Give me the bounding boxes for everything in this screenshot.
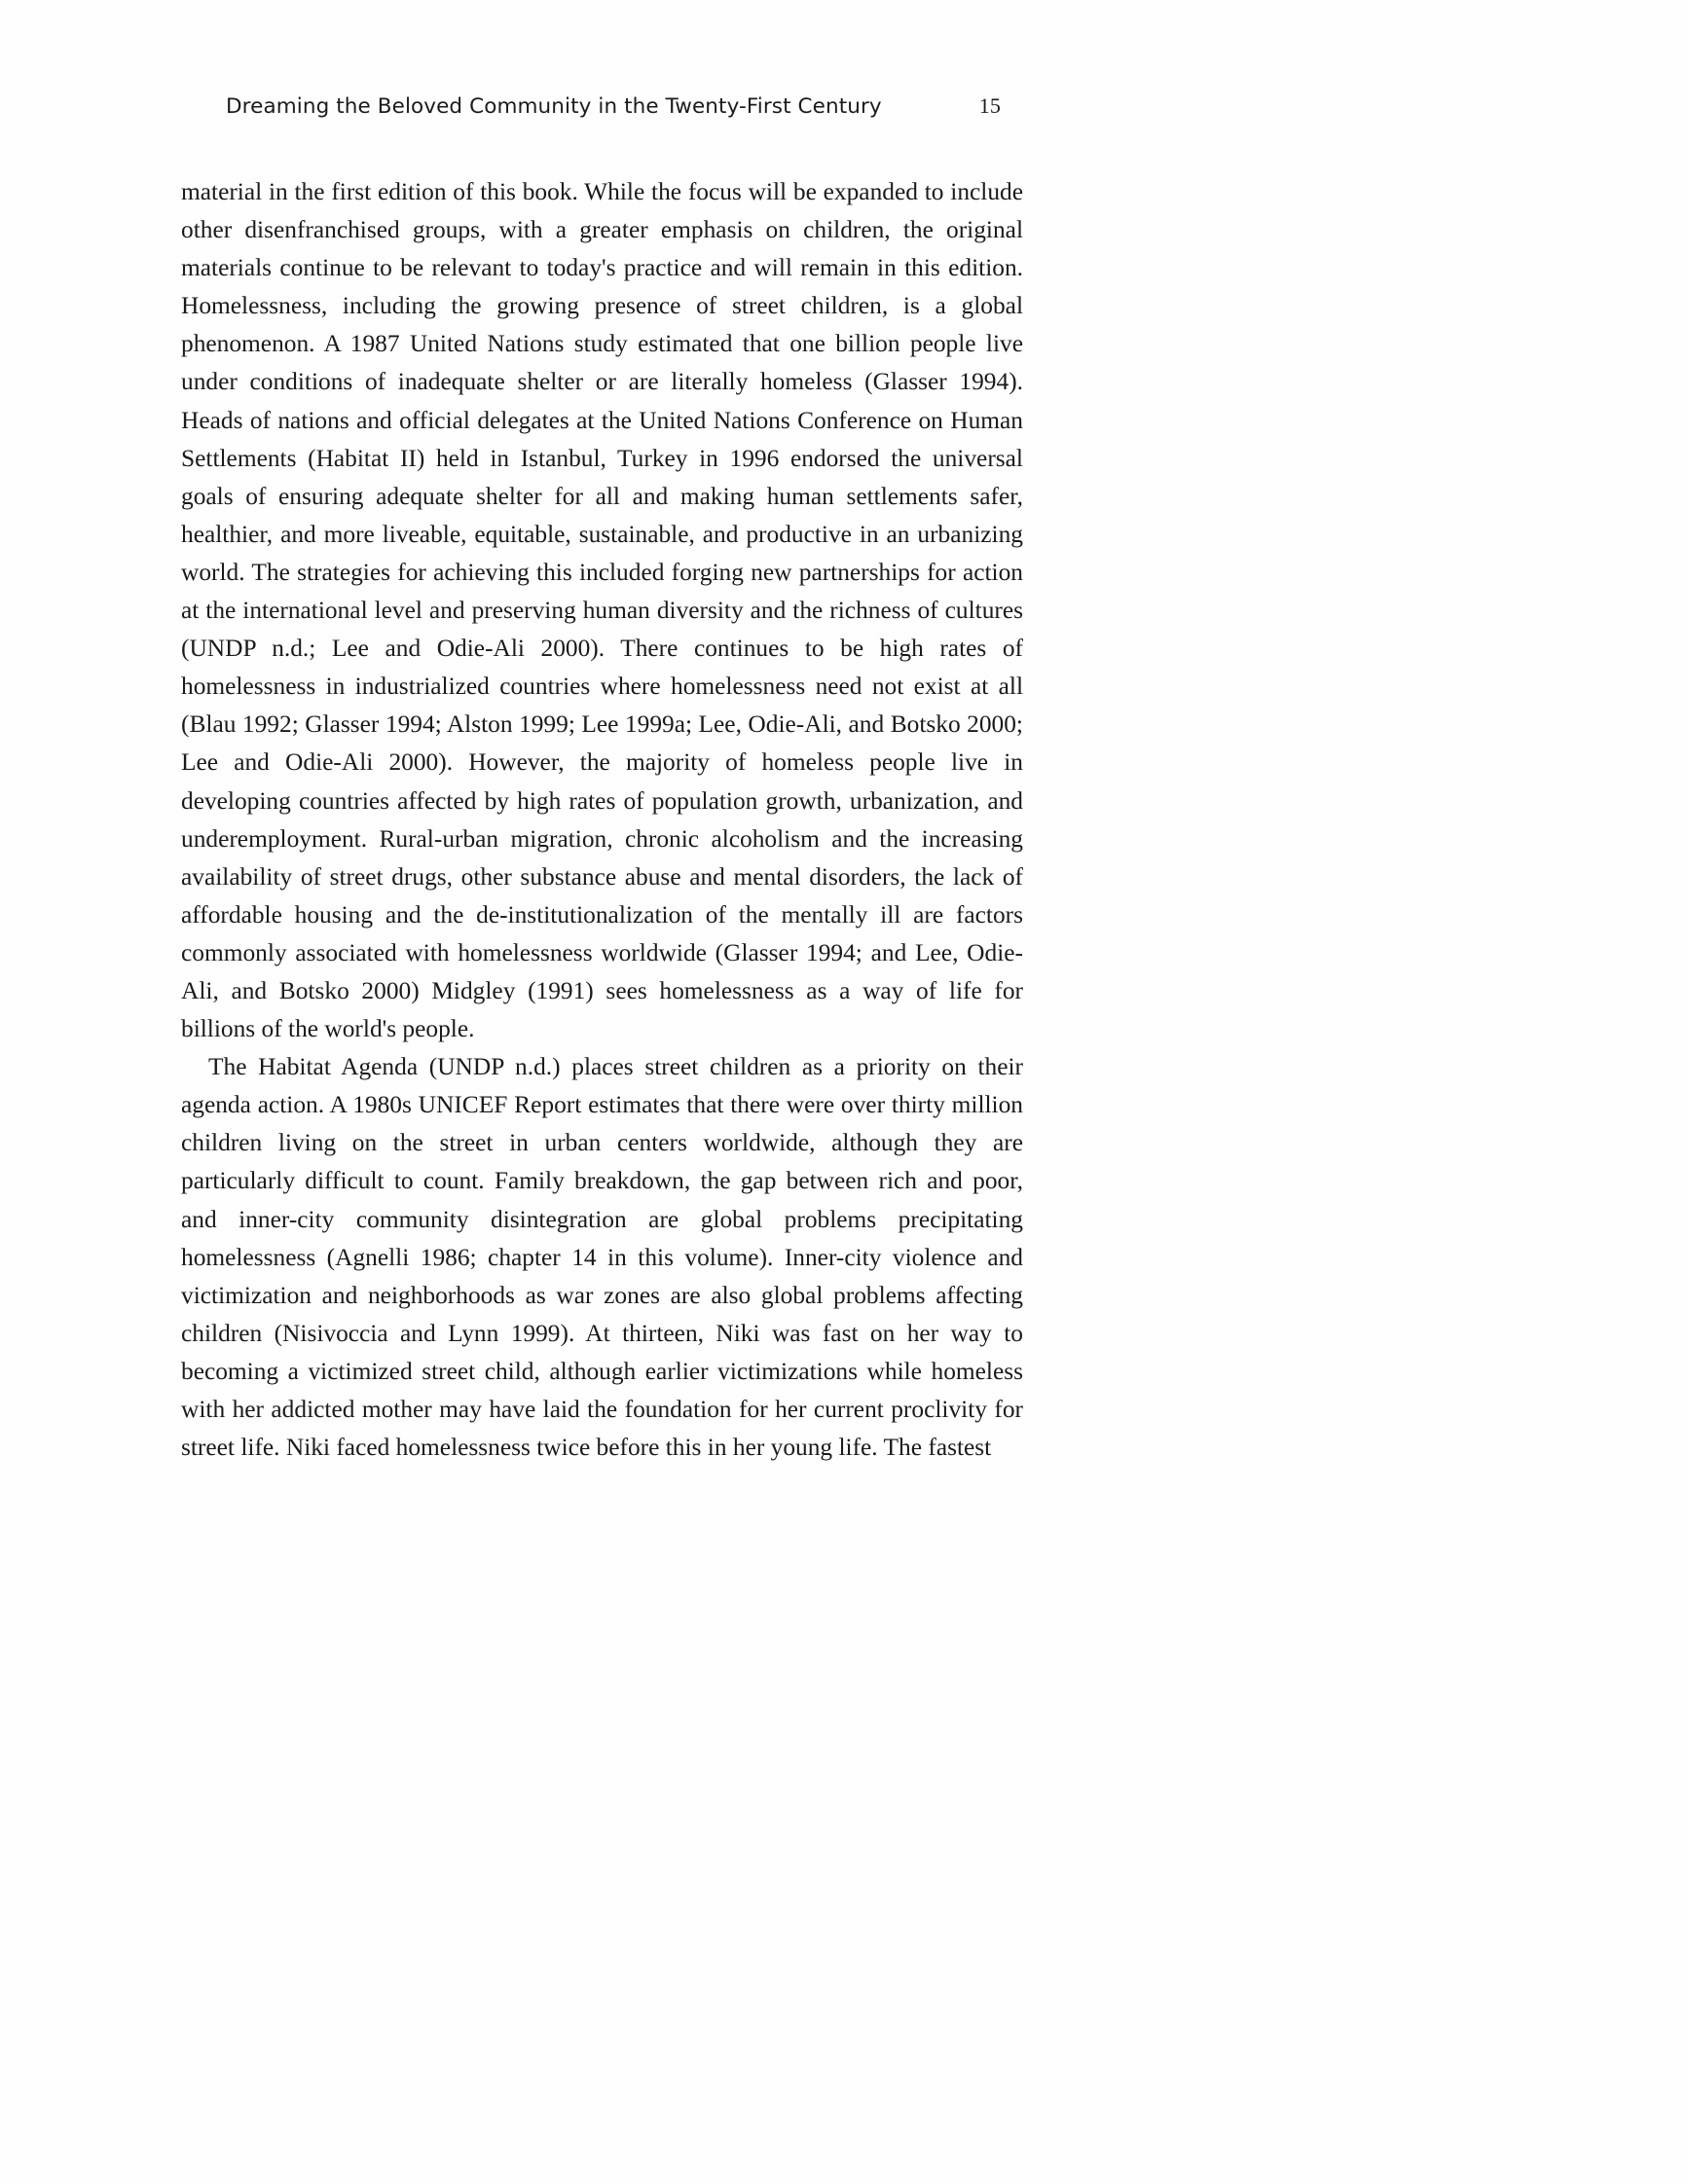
body-text-column	[181, 173, 1023, 1467]
body-paragraph: material in the first edition of this book. While the focus will be expanded to include other disenfranchised groups, with a greater emphasis on children, the original materials continue to be relevant to today's practice and will remain in this edition. Homelessness, including the growing presence of street children, is a global phenomenon. A 1987 United Nations study estimated that one billion people live under conditions of inadequate shelter or are literally homeless (Glasser 1994). Heads of nations and official delegates at the United Nations Conference on Human Settlements (Habitat II) held in Istanbul, Turkey in 1996 endorsed the universal goals of ensuring adequate shelter for all and making human settlements safer, healthier, and more liveable, equitable, sustainable, and productive in an urbanizing world. The strategies for achieving this included forging new partnerships for action at the international level and preserving human diversity and the richness of cultures (UNDP n.d.; Lee and Odie-Ali 2000). There continues to be high rates of homelessness in industrialized countries where homelessness need not exist at all (Blau 1992; Glasser 1994; Alston 1999; Lee 1999a; Lee, Odie-Ali, and Botsko 2000; Lee and Odie-Ali 2000). However, the majority of homeless people live in developing countries affected by high rates of population growth, urbanization, and underemployment. Rural-urban migration, chronic alcoholism and the increasing availability of street drugs, other substance abuse and mental disorders, the lack of affordable housing and the de-institutionalization of the mentally ill are factors commonly associated with homelessness worldwide (Glasser 1994; and Lee, Odie-Ali, and Botsko 2000) Midgley (1991) sees homelessness as a way of life for billions of the world's people.	[181, 178, 1023, 1043]
body-paragraph: The Habitat Agenda (UNDP n.d.) places street children as a priority on their agenda action. A 1980s UNICEF Report estimates that there were over thirty million children living on the street in urban centers worldwide, although they are particularly difficult to count. Family breakdown, the gap between rich and poor, and inner-city community disintegration are global problems precipitating homelessness (Agnelli 1986; chapter 14 in this volume). Inner-city violence and victimization and neighborhoods as war zones are also global problems affecting children (Nisivoccia and Lynn 1999). At thirteen, Niki was fast on her way to becoming a victimized street child, although earlier victimizations while homeless with her addicted mother may have laid the foundation for her current proclivity for street life. Niki faced homelessness twice before this in her young life. The fastest	[181, 1053, 1023, 1462]
running-head	[226, 93, 1229, 119]
running-head-title: Dreaming the Beloved Community in the Twenty-First Century	[226, 94, 882, 119]
page-number: 15	[978, 93, 1001, 118]
